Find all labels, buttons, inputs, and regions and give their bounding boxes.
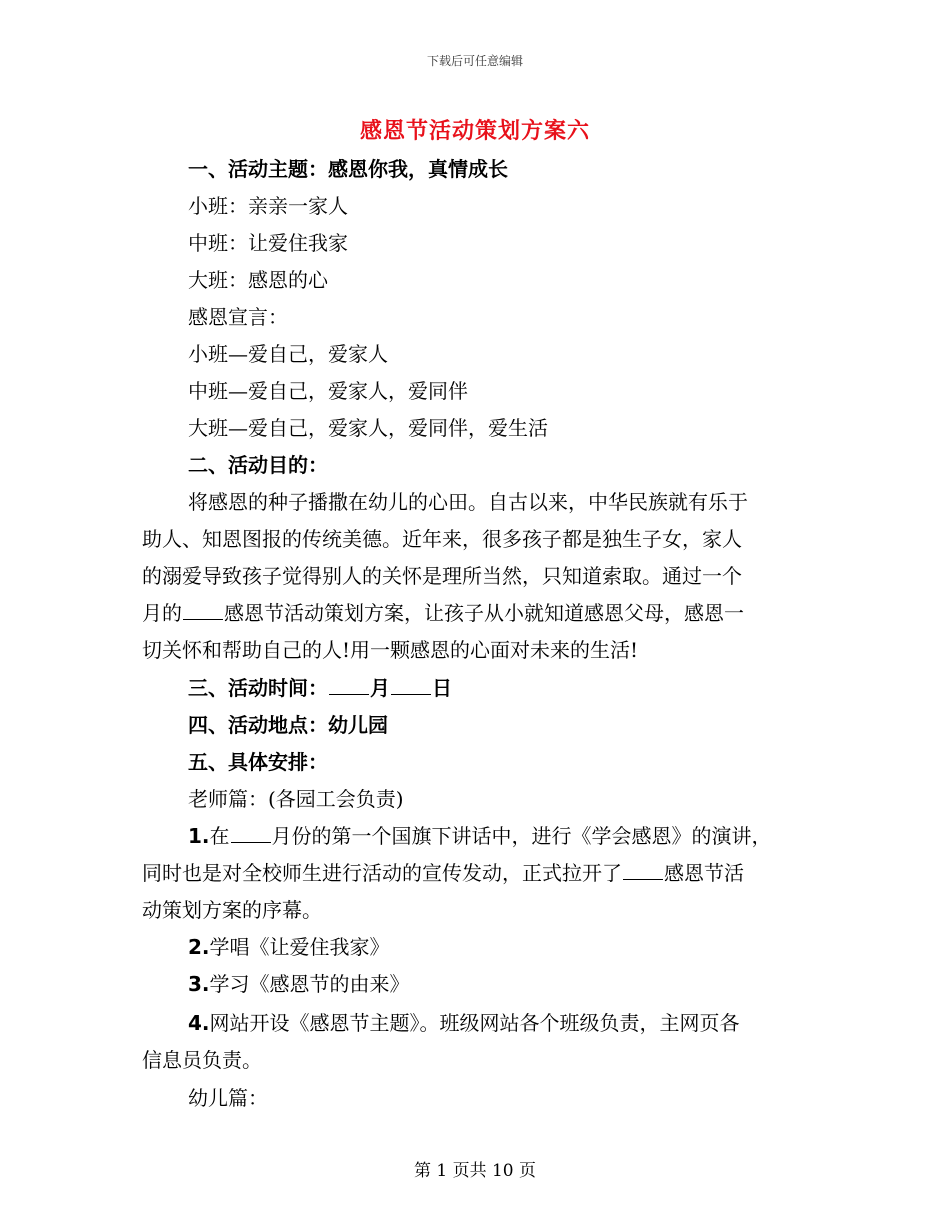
small-class-theme: 小班：亲亲一家人 [188, 194, 348, 218]
section-4-heading: 四、活动地点：幼儿园 [188, 713, 388, 737]
day-blank [391, 676, 431, 695]
text-span: 同时也是对全校师生进行活动的宣传发动，正式拉开了 [142, 861, 622, 885]
middle-class-theme: 中班：让爱住我家 [188, 231, 348, 255]
teacher-section-label: 老师篇：(各园工会负责) [188, 787, 404, 811]
purpose-paragraph-line: 的溺爱导致孩子觉得别人的关怀是理所当然，只知道索取。通过一个 [142, 564, 742, 588]
small-class-declaration: 小班—爱自己，爱家人 [188, 342, 388, 366]
list-item-1 [188, 824, 772, 848]
text-span: 感恩节活 [664, 861, 744, 885]
text-span: 感恩节活动策划方案，让孩子从小就知道感恩父母，感恩一 [224, 601, 744, 625]
text-span: 月份的第一个国旗下讲话中，进行《学会感恩》的演讲， [271, 824, 772, 848]
item-number: 3. [188, 972, 210, 996]
section-3-heading [188, 676, 452, 700]
kids-section-label: 幼儿篇： [188, 1086, 268, 1110]
list-item-1-continued [142, 861, 744, 885]
text-span: 月 [370, 676, 390, 700]
list-item-3 [188, 972, 410, 996]
large-class-declaration: 大班—爱自己，爱家人，爱同伴，爱生活 [188, 416, 548, 440]
purpose-paragraph-line: 切关怀和帮助自己的人!用一颗感恩的心面对未来的生活! [142, 638, 639, 662]
fill-in-blank [183, 601, 223, 620]
list-item-4 [188, 1011, 740, 1035]
purpose-paragraph-line: 助人、知恩图报的传统美德。近年来，很多孩子都是独生子女，家人 [142, 527, 742, 551]
month-blank [329, 676, 369, 695]
middle-class-declaration: 中班—爱自己，爱家人，爱同伴 [188, 379, 468, 403]
text-span: 学习《感恩节的由来》 [209, 972, 410, 996]
fill-in-blank [231, 824, 271, 843]
section-5-heading: 五、具体安排： [188, 750, 328, 774]
text-span: 在 [209, 824, 230, 848]
purpose-paragraph-line: 将感恩的种子播撒在幼儿的心田。自古以来，中华民族就有乐于 [188, 490, 748, 514]
item-number: 2. [188, 935, 210, 959]
text-span: 月的 [142, 601, 182, 625]
text-span: 三、活动时间： [188, 676, 328, 700]
document-title: 感恩节活动策划方案六 [359, 118, 590, 144]
item-number: 1. [188, 824, 210, 848]
text-span: 学唱《让爱住我家》 [209, 935, 390, 959]
text-span: 日 [432, 676, 452, 700]
section-1-heading: 一、活动主题：感恩你我，真情成长 [188, 157, 508, 181]
purpose-paragraph-line [142, 601, 744, 625]
list-item-2 [188, 935, 390, 959]
page-footer: 第 1 页共 10 页 [413, 1161, 537, 1181]
list-item-4-continued: 信息员负责。 [142, 1048, 262, 1072]
large-class-theme: 大班：感恩的心 [188, 268, 328, 292]
item-number: 4. [188, 1011, 210, 1035]
text-span: 网站开设《感恩节主题》。班级网站各个班级负责，主网页各 [209, 1011, 740, 1035]
declaration-label: 感恩宣言： [188, 305, 288, 329]
page-header: 下载后可任意编辑 [426, 54, 523, 68]
fill-in-blank [623, 861, 663, 880]
section-2-heading: 二、活动目的： [188, 453, 328, 477]
list-item-1-continued: 动策划方案的序幕。 [142, 898, 322, 922]
